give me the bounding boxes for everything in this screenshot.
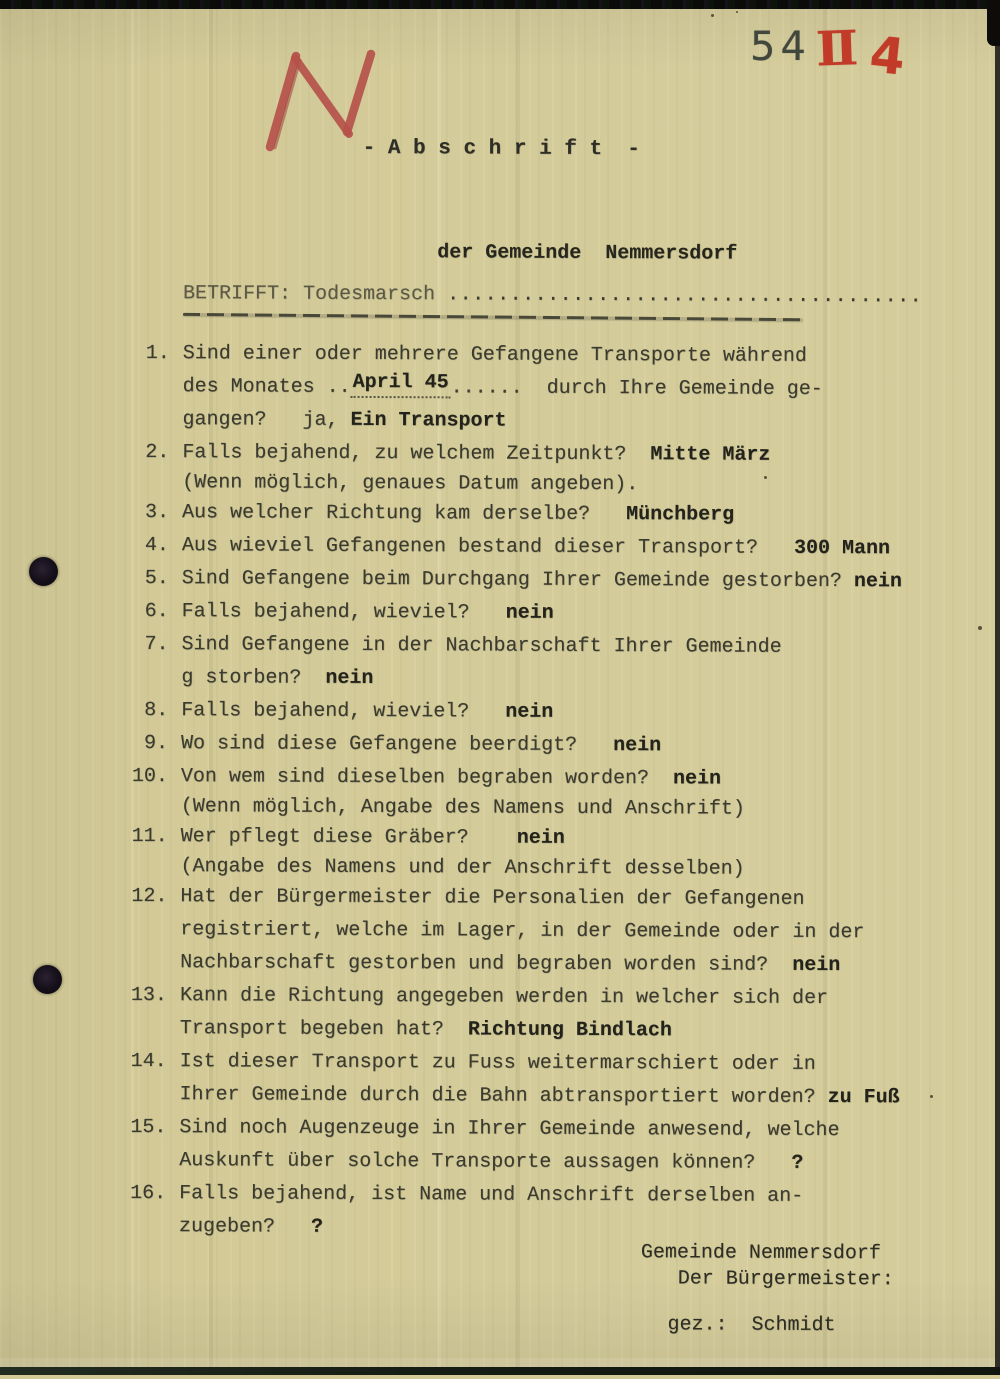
question-body — [181, 694, 935, 730]
question-body — [180, 880, 934, 982]
question-line — [179, 1111, 933, 1147]
question-text: Kann die Richtung angegeben werden in welcher sich der — [179, 984, 829, 1011]
question-line — [182, 469, 936, 499]
question-item — [119, 880, 934, 983]
answer-text: ? — [310, 1215, 324, 1239]
question-line — [182, 529, 936, 565]
question-number: 13. — [130, 983, 168, 1008]
answer-text: nein — [672, 767, 722, 791]
question-number: 12. — [131, 884, 168, 909]
question-number: 16. — [130, 1181, 167, 1206]
subject-line — [135, 259, 922, 331]
question-line — [182, 595, 936, 631]
question-text: (Angabe des Namens und der Anschrift desselben) — [180, 855, 745, 881]
question-text: Transport begeben hat? — [179, 1017, 468, 1042]
subject-label: BETRIFFT: Todesmarsch — [182, 282, 448, 307]
question-item — [120, 694, 935, 731]
answer-text: nein — [325, 666, 374, 691]
question-line — [181, 628, 935, 664]
question-text: Sind Gefangene in der Nachbarschaft Ihrer Gemeinde — [181, 633, 782, 659]
question-number: 9. — [143, 732, 169, 756]
question-number: 7. — [144, 633, 169, 657]
question-text: g storben? — [181, 666, 326, 690]
question-line — [181, 694, 935, 730]
answer-text: nein — [516, 826, 565, 850]
answer-text: nein — [853, 570, 902, 594]
question-text: Aus welcher Richtung kam derselbe? — [182, 501, 627, 527]
doc-type-heading: - A b s c h r i f t - — [362, 136, 640, 162]
question-line — [180, 880, 934, 916]
question-body — [182, 562, 936, 598]
question-number: 5. — [144, 567, 169, 591]
subject-dots: ...................................... — [447, 283, 923, 309]
question-text: Nachbarschaft gestorben und begraben worden sind? — [180, 951, 793, 977]
question-item — [118, 1177, 933, 1247]
question-text: Sind Gefangene beim Durchgang Ihrer Gemeinde gestorben? — [181, 567, 854, 594]
questions — [118, 337, 937, 1247]
question-text: Falls bejahend, wieviel? — [181, 600, 506, 625]
question-text: Hat der Bürgermeister die Personalien der Gefangenen — [180, 885, 805, 911]
question-line — [179, 1177, 933, 1213]
question-number: 6. — [144, 600, 169, 624]
question-text: ...... — [450, 376, 523, 400]
answer-text: nein — [505, 700, 554, 724]
question-text: Wo sind diese Gefangene beerdigt? — [181, 732, 614, 758]
question-body — [182, 529, 936, 565]
inserted-text: April 45 — [351, 371, 451, 398]
question-text: zugeben? — [178, 1215, 312, 1239]
question-text: Aus wieviel Gefangenen bestand dieser Transport? — [181, 534, 795, 560]
page-number: 54 — [750, 24, 811, 70]
question-text: Ihrer Gemeinde durch die Bahn abtransportiert worden? — [179, 1083, 828, 1110]
question-item — [118, 1111, 933, 1181]
question-item — [120, 727, 935, 764]
question-text: des Monates .. — [182, 375, 351, 399]
footer — [640, 1240, 893, 1339]
question-text: gangen? ja, — [182, 408, 351, 432]
question-line — [182, 403, 936, 439]
question-body — [180, 979, 934, 1048]
answer-text: nein — [792, 953, 841, 978]
question-item — [121, 595, 936, 632]
question-line — [180, 913, 934, 949]
subject-insert: der Gemeinde Nemmersdorf — [437, 241, 738, 266]
question-text: Von wem sind dieselben begraben worden? — [180, 765, 674, 791]
question-number: 2. — [145, 441, 170, 465]
question-text: Wer pflegt diese Gräber? — [180, 825, 517, 850]
question-line — [181, 661, 935, 697]
question-item — [121, 496, 936, 533]
question-number: 8. — [144, 699, 169, 723]
red-roman-numeral: Ⅱ — [815, 19, 860, 78]
question-line — [179, 1078, 933, 1114]
question-text: registriert, welche im Lager, in der Gemeinde oder in der — [180, 918, 865, 945]
answer-text: Ein Transport — [350, 408, 507, 433]
answer-text: zu Fuß — [827, 1086, 900, 1110]
question-text: durch Ihre Gemeinde ge- — [522, 376, 823, 401]
question-number: 3. — [145, 501, 170, 525]
question-line — [181, 820, 935, 856]
red-digit: 4 — [866, 25, 908, 87]
question-text: Sind noch Augenzeuge in Ihrer Gemeinde anwesend, welche — [179, 1116, 840, 1143]
question-item — [120, 760, 935, 824]
question-body — [182, 337, 936, 439]
answer-text: nein — [505, 601, 554, 625]
question-body — [182, 496, 936, 532]
question-text: Auskunft über solche Transporte aussagen können? — [179, 1149, 792, 1175]
question-body — [181, 727, 935, 763]
question-text: Falls bejahend, zu welchem Zeitpunkt? — [182, 441, 651, 467]
question-text: (Wenn möglich, Angabe des Namens und Anschrift) — [180, 795, 745, 821]
question-line — [181, 793, 935, 823]
question-text: Falls bejahend, wieviel? — [181, 699, 506, 724]
footer-role: Der Bürgermeister: — [677, 1267, 894, 1292]
question-line — [183, 337, 937, 373]
question-body — [181, 760, 935, 823]
question-text: Ist dieser Transport zu Fuss weitermarschiert oder in — [179, 1050, 816, 1076]
question-body — [182, 436, 936, 499]
question-body — [182, 595, 936, 631]
question-body — [181, 628, 935, 697]
question-line — [181, 727, 935, 763]
question-line — [180, 946, 934, 982]
question-number: 15. — [130, 1115, 167, 1140]
answer-text: ? — [791, 1151, 804, 1175]
question-text: Sind einer oder mehrere Gefangene Transporte während — [182, 342, 807, 368]
answer-text: Mitte März — [650, 443, 771, 467]
question-body — [179, 1177, 933, 1246]
question-number: 14. — [130, 1049, 167, 1074]
question-item — [121, 562, 936, 599]
answer-text: Münchberg — [626, 503, 735, 527]
question-item — [121, 529, 936, 566]
answer-text: Richtung Bindlach — [467, 1018, 672, 1043]
question-item — [121, 436, 936, 500]
question-line — [180, 853, 934, 883]
question-number: 10. — [131, 764, 168, 789]
question-line — [182, 496, 936, 532]
question-line — [180, 1045, 934, 1081]
question-number: 4. — [144, 534, 169, 558]
question-item — [119, 979, 934, 1049]
question-body — [180, 820, 934, 883]
question-body — [179, 1045, 933, 1114]
question-body — [179, 1111, 933, 1180]
question-line — [180, 1012, 934, 1048]
question-line — [181, 760, 935, 796]
question-line — [182, 436, 936, 472]
question-text: Falls bejahend, ist Name und Anschrift derselben an- — [179, 1182, 804, 1208]
question-line — [179, 1144, 933, 1180]
question-item — [118, 1045, 933, 1115]
question-item — [119, 820, 934, 884]
answer-text: 300 Mann — [793, 536, 891, 561]
question-item — [120, 628, 935, 698]
question-line — [180, 979, 934, 1015]
question-line — [183, 370, 937, 406]
footer-org: Gemeinde Nemmersdorf — [640, 1241, 881, 1266]
answer-text: nein — [613, 734, 662, 758]
footer-signature: gez.: Schmidt — [667, 1313, 836, 1338]
question-number: 1. — [145, 342, 170, 366]
question-text: (Wenn möglich, genaues Datum angeben). — [182, 471, 639, 497]
question-item — [121, 337, 936, 440]
question-number: 11. — [131, 824, 168, 849]
question-line — [182, 562, 936, 598]
